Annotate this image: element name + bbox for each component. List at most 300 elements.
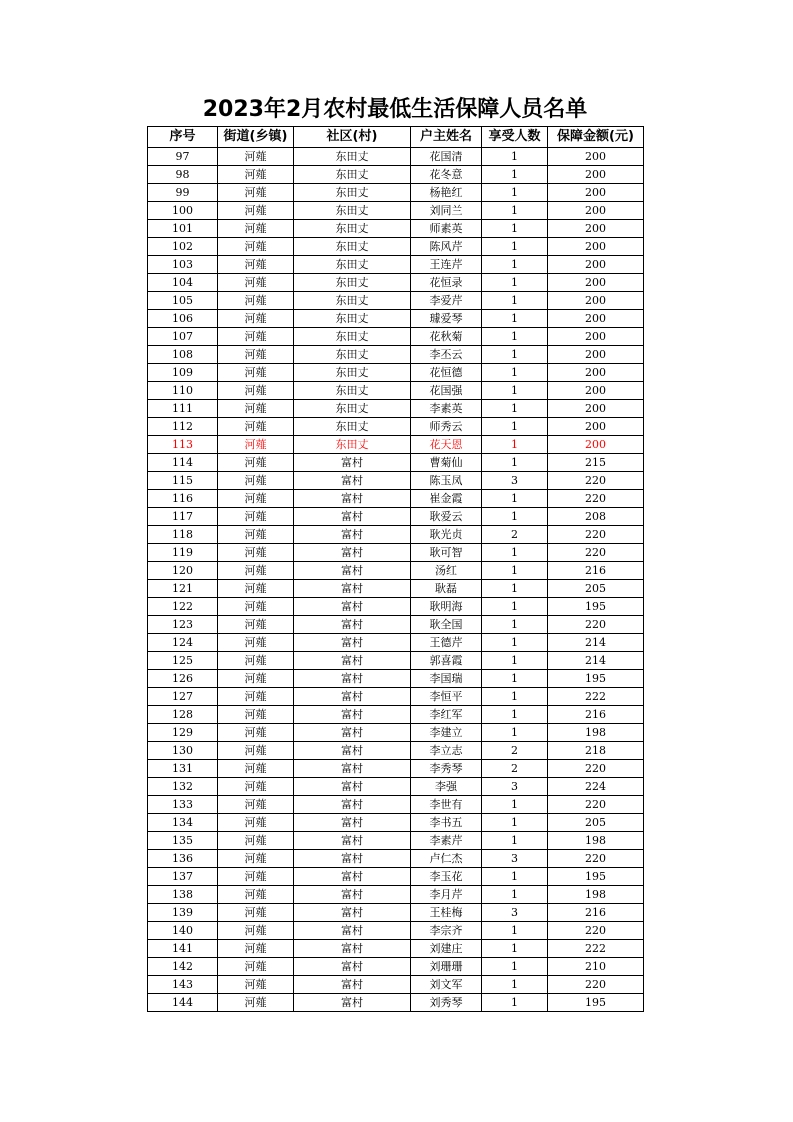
- householder-cell: 耿明海: [411, 598, 482, 616]
- amount-cell: 222: [548, 688, 644, 706]
- page-title: 2023年2月农村最低生活保障人员名单: [202, 97, 588, 122]
- householder-cell: 花恒录: [411, 274, 482, 292]
- community-cell: 东田丈: [294, 328, 411, 346]
- amount-cell: 200: [548, 364, 644, 382]
- householder-cell: 王桂梅: [411, 904, 482, 922]
- table-row: [148, 940, 644, 958]
- householder-cell: 郭喜霞: [411, 652, 482, 670]
- street-cell: 河薤: [218, 850, 294, 868]
- amount-cell: 200: [548, 436, 644, 454]
- table-row: [148, 490, 644, 508]
- street-cell: 河薤: [218, 220, 294, 238]
- householder-cell: 花恒德: [411, 364, 482, 382]
- householder-cell: 刘珊珊: [411, 958, 482, 976]
- street-cell: 河薤: [218, 310, 294, 328]
- street-cell: 河薤: [218, 994, 294, 1012]
- beneficiaries-cell: 1: [482, 328, 548, 346]
- amount-cell: 195: [548, 670, 644, 688]
- beneficiaries-cell: 1: [482, 688, 548, 706]
- header-beneficiaries: 享受人数: [482, 127, 548, 148]
- seq-cell: 126: [148, 670, 218, 688]
- street-cell: 河薤: [218, 508, 294, 526]
- amount-cell: 220: [548, 976, 644, 994]
- street-cell: 河薤: [218, 598, 294, 616]
- table-row: [148, 508, 644, 526]
- table-row: [148, 616, 644, 634]
- community-cell: 东田丈: [294, 400, 411, 418]
- amount-cell: 200: [548, 220, 644, 238]
- householder-cell: 花秋菊: [411, 328, 482, 346]
- seq-cell: 130: [148, 742, 218, 760]
- amount-cell: 216: [548, 904, 644, 922]
- table-row: [148, 346, 644, 364]
- table-row: [148, 598, 644, 616]
- table-row: [148, 724, 644, 742]
- amount-cell: 195: [548, 994, 644, 1012]
- householder-cell: 花天恩: [411, 436, 482, 454]
- beneficiaries-cell: 1: [482, 274, 548, 292]
- householder-cell: 李建立: [411, 724, 482, 742]
- street-cell: 河薤: [218, 616, 294, 634]
- householder-cell: 李强: [411, 778, 482, 796]
- table-row: [148, 760, 644, 778]
- street-cell: 河薤: [218, 544, 294, 562]
- householder-cell: 杨艳红: [411, 184, 482, 202]
- householder-cell: 汤红: [411, 562, 482, 580]
- table-row: [148, 814, 644, 832]
- householder-cell: 崔金霞: [411, 490, 482, 508]
- community-cell: 富村: [294, 724, 411, 742]
- beneficiaries-cell: 1: [482, 454, 548, 472]
- community-cell: 富村: [294, 850, 411, 868]
- beneficiaries-cell: 1: [482, 598, 548, 616]
- street-cell: 河薤: [218, 202, 294, 220]
- street-cell: 河薤: [218, 688, 294, 706]
- amount-cell: 200: [548, 382, 644, 400]
- seq-cell: 131: [148, 760, 218, 778]
- householder-cell: 李国瑞: [411, 670, 482, 688]
- community-cell: 富村: [294, 868, 411, 886]
- householder-cell: 耿磊: [411, 580, 482, 598]
- community-cell: 东田丈: [294, 184, 411, 202]
- community-cell: 富村: [294, 526, 411, 544]
- seq-cell: 123: [148, 616, 218, 634]
- table-row: [148, 526, 644, 544]
- beneficiaries-cell: 1: [482, 580, 548, 598]
- street-cell: 河薤: [218, 328, 294, 346]
- amount-cell: 220: [548, 796, 644, 814]
- amount-cell: 200: [548, 346, 644, 364]
- householder-cell: 陈玉凤: [411, 472, 482, 490]
- community-cell: 富村: [294, 490, 411, 508]
- amount-cell: 200: [548, 166, 644, 184]
- householder-cell: 刘文军: [411, 976, 482, 994]
- community-cell: 东田丈: [294, 382, 411, 400]
- amount-cell: 198: [548, 832, 644, 850]
- amount-cell: 220: [548, 472, 644, 490]
- table-row: [148, 634, 644, 652]
- table-body: [148, 148, 644, 1012]
- seq-cell: 97: [148, 148, 218, 166]
- table-row: [148, 148, 644, 166]
- beneficiaries-cell: 1: [482, 418, 548, 436]
- householder-cell: 耿可智: [411, 544, 482, 562]
- community-cell: 富村: [294, 976, 411, 994]
- householder-cell: 刘建庄: [411, 940, 482, 958]
- street-cell: 河薤: [218, 940, 294, 958]
- beneficiaries-cell: 1: [482, 634, 548, 652]
- street-cell: 河薤: [218, 886, 294, 904]
- header-community: 社区(村): [294, 127, 411, 148]
- seq-cell: 125: [148, 652, 218, 670]
- header-amount: 保障金额(元): [548, 127, 644, 148]
- street-cell: 河薤: [218, 418, 294, 436]
- householder-cell: 耿全国: [411, 616, 482, 634]
- seq-cell: 99: [148, 184, 218, 202]
- amount-cell: 200: [548, 292, 644, 310]
- seq-cell: 135: [148, 832, 218, 850]
- amount-cell: 200: [548, 328, 644, 346]
- beneficiaries-cell: 1: [482, 184, 548, 202]
- table-row: [148, 850, 644, 868]
- street-cell: 河薤: [218, 796, 294, 814]
- householder-cell: 刘同兰: [411, 202, 482, 220]
- community-cell: 富村: [294, 598, 411, 616]
- beneficiaries-cell: 1: [482, 994, 548, 1012]
- street-cell: 河薤: [218, 274, 294, 292]
- beneficiaries-cell: 3: [482, 850, 548, 868]
- amount-cell: 200: [548, 274, 644, 292]
- householder-cell: 李立志: [411, 742, 482, 760]
- table-row: [148, 958, 644, 976]
- table-row: [148, 742, 644, 760]
- street-cell: 河薤: [218, 526, 294, 544]
- householder-cell: 刘秀琴: [411, 994, 482, 1012]
- community-cell: 富村: [294, 742, 411, 760]
- seq-cell: 141: [148, 940, 218, 958]
- seq-cell: 105: [148, 292, 218, 310]
- community-cell: 富村: [294, 544, 411, 562]
- seq-cell: 107: [148, 328, 218, 346]
- amount-cell: 200: [548, 202, 644, 220]
- community-cell: 富村: [294, 832, 411, 850]
- beneficiaries-cell: 1: [482, 706, 548, 724]
- amount-cell: 220: [548, 616, 644, 634]
- householder-cell: 璩爱琴: [411, 310, 482, 328]
- table-row: [148, 292, 644, 310]
- street-cell: 河薤: [218, 382, 294, 400]
- table-row: [148, 670, 644, 688]
- table-row: [148, 454, 644, 472]
- community-cell: 东田丈: [294, 418, 411, 436]
- beneficiaries-cell: 1: [482, 832, 548, 850]
- seq-cell: 109: [148, 364, 218, 382]
- seq-cell: 140: [148, 922, 218, 940]
- street-cell: 河薤: [218, 436, 294, 454]
- table-row: [148, 778, 644, 796]
- beneficiaries-cell: 1: [482, 670, 548, 688]
- community-cell: 富村: [294, 940, 411, 958]
- community-cell: 富村: [294, 706, 411, 724]
- beneficiaries-cell: 1: [482, 562, 548, 580]
- street-cell: 河薤: [218, 922, 294, 940]
- community-cell: 富村: [294, 634, 411, 652]
- table-row: [148, 310, 644, 328]
- amount-cell: 220: [548, 760, 644, 778]
- seq-cell: 100: [148, 202, 218, 220]
- community-cell: 东田丈: [294, 238, 411, 256]
- seq-cell: 139: [148, 904, 218, 922]
- householder-cell: 师秀云: [411, 418, 482, 436]
- street-cell: 河薤: [218, 364, 294, 382]
- beneficiaries-cell: 1: [482, 400, 548, 418]
- beneficiaries-cell: 1: [482, 814, 548, 832]
- householder-cell: 李丕云: [411, 346, 482, 364]
- street-cell: 河薤: [218, 958, 294, 976]
- table-header-row: [148, 127, 644, 148]
- amount-cell: 208: [548, 508, 644, 526]
- table-row: [148, 166, 644, 184]
- community-cell: 东田丈: [294, 292, 411, 310]
- street-cell: 河薤: [218, 976, 294, 994]
- amount-cell: 210: [548, 958, 644, 976]
- community-cell: 富村: [294, 994, 411, 1012]
- table-row: [148, 220, 644, 238]
- community-cell: 富村: [294, 796, 411, 814]
- community-cell: 富村: [294, 616, 411, 634]
- street-cell: 河薤: [218, 652, 294, 670]
- amount-cell: 200: [548, 238, 644, 256]
- beneficiaries-cell: 1: [482, 886, 548, 904]
- table-row: [148, 436, 644, 454]
- seq-cell: 132: [148, 778, 218, 796]
- seq-cell: 144: [148, 994, 218, 1012]
- table-row: [148, 274, 644, 292]
- amount-cell: 216: [548, 706, 644, 724]
- table-row: [148, 382, 644, 400]
- beneficiaries-cell: 1: [482, 238, 548, 256]
- community-cell: 东田丈: [294, 364, 411, 382]
- street-cell: 河薤: [218, 904, 294, 922]
- householder-cell: 李月芹: [411, 886, 482, 904]
- seq-cell: 136: [148, 850, 218, 868]
- beneficiaries-cell: 2: [482, 760, 548, 778]
- householder-cell: 王德芹: [411, 634, 482, 652]
- street-cell: 河薤: [218, 292, 294, 310]
- street-cell: 河薤: [218, 580, 294, 598]
- seq-cell: 128: [148, 706, 218, 724]
- householder-cell: 李宗齐: [411, 922, 482, 940]
- community-cell: 东田丈: [294, 166, 411, 184]
- beneficiaries-cell: 1: [482, 868, 548, 886]
- householder-cell: 李世有: [411, 796, 482, 814]
- amount-cell: 200: [548, 310, 644, 328]
- table-row: [148, 562, 644, 580]
- community-cell: 富村: [294, 760, 411, 778]
- amount-cell: 220: [548, 922, 644, 940]
- amount-cell: 215: [548, 454, 644, 472]
- table-row: [148, 256, 644, 274]
- seq-cell: 118: [148, 526, 218, 544]
- seq-cell: 138: [148, 886, 218, 904]
- community-cell: 富村: [294, 472, 411, 490]
- beneficiaries-cell: 3: [482, 472, 548, 490]
- householder-cell: 李爱芹: [411, 292, 482, 310]
- community-cell: 东田丈: [294, 436, 411, 454]
- householder-cell: 李素英: [411, 400, 482, 418]
- table-row: [148, 238, 644, 256]
- householder-cell: 花国清: [411, 148, 482, 166]
- street-cell: 河薤: [218, 670, 294, 688]
- amount-cell: 200: [548, 184, 644, 202]
- householder-cell: 李素芹: [411, 832, 482, 850]
- street-cell: 河薤: [218, 238, 294, 256]
- seq-cell: 134: [148, 814, 218, 832]
- beneficiaries-cell: 1: [482, 922, 548, 940]
- householder-cell: 卢仁杰: [411, 850, 482, 868]
- seq-cell: 112: [148, 418, 218, 436]
- householder-cell: 李书五: [411, 814, 482, 832]
- seq-cell: 129: [148, 724, 218, 742]
- seq-cell: 121: [148, 580, 218, 598]
- street-cell: 河薤: [218, 742, 294, 760]
- street-cell: 河薤: [218, 562, 294, 580]
- seq-cell: 103: [148, 256, 218, 274]
- beneficiaries-cell: 1: [482, 220, 548, 238]
- amount-cell: 205: [548, 814, 644, 832]
- roster-table: [147, 126, 644, 1012]
- seq-cell: 119: [148, 544, 218, 562]
- seq-cell: 104: [148, 274, 218, 292]
- householder-cell: 耿光贞: [411, 526, 482, 544]
- table-row: [148, 184, 644, 202]
- seq-cell: 120: [148, 562, 218, 580]
- table-row: [148, 328, 644, 346]
- amount-cell: 220: [548, 544, 644, 562]
- beneficiaries-cell: 1: [482, 436, 548, 454]
- seq-cell: 114: [148, 454, 218, 472]
- street-cell: 河薤: [218, 166, 294, 184]
- community-cell: 富村: [294, 778, 411, 796]
- seq-cell: 115: [148, 472, 218, 490]
- table-row: [148, 580, 644, 598]
- community-cell: 富村: [294, 454, 411, 472]
- beneficiaries-cell: 1: [482, 166, 548, 184]
- householder-cell: 曹菊仙: [411, 454, 482, 472]
- community-cell: 富村: [294, 580, 411, 598]
- table-row: [148, 544, 644, 562]
- community-cell: 东田丈: [294, 256, 411, 274]
- community-cell: 东田丈: [294, 346, 411, 364]
- beneficiaries-cell: 1: [482, 490, 548, 508]
- street-cell: 河薤: [218, 184, 294, 202]
- table-row: [148, 904, 644, 922]
- beneficiaries-cell: 1: [482, 364, 548, 382]
- street-cell: 河薤: [218, 400, 294, 418]
- householder-cell: 师素英: [411, 220, 482, 238]
- street-cell: 河薤: [218, 256, 294, 274]
- seq-cell: 117: [148, 508, 218, 526]
- householder-cell: 李恒平: [411, 688, 482, 706]
- seq-cell: 122: [148, 598, 218, 616]
- header-street: 街道(乡镇): [218, 127, 294, 148]
- table-row: [148, 868, 644, 886]
- seq-cell: 137: [148, 868, 218, 886]
- beneficiaries-cell: 1: [482, 976, 548, 994]
- community-cell: 富村: [294, 886, 411, 904]
- amount-cell: 216: [548, 562, 644, 580]
- table-row: [148, 706, 644, 724]
- table-row: [148, 364, 644, 382]
- amount-cell: 220: [548, 526, 644, 544]
- seq-cell: 110: [148, 382, 218, 400]
- street-cell: 河薤: [218, 832, 294, 850]
- amount-cell: 200: [548, 400, 644, 418]
- seq-cell: 127: [148, 688, 218, 706]
- beneficiaries-cell: 1: [482, 940, 548, 958]
- community-cell: 富村: [294, 508, 411, 526]
- table-row: [148, 418, 644, 436]
- householder-cell: 耿爱云: [411, 508, 482, 526]
- seq-cell: 116: [148, 490, 218, 508]
- community-cell: 富村: [294, 652, 411, 670]
- seq-cell: 124: [148, 634, 218, 652]
- header-householder: 户主姓名: [411, 127, 482, 148]
- community-cell: 富村: [294, 904, 411, 922]
- householder-cell: 王连芹: [411, 256, 482, 274]
- amount-cell: 195: [548, 598, 644, 616]
- beneficiaries-cell: 1: [482, 292, 548, 310]
- table-row: [148, 832, 644, 850]
- seq-cell: 108: [148, 346, 218, 364]
- seq-cell: 142: [148, 958, 218, 976]
- community-cell: 东田丈: [294, 148, 411, 166]
- amount-cell: 198: [548, 724, 644, 742]
- street-cell: 河薤: [218, 868, 294, 886]
- amount-cell: 198: [548, 886, 644, 904]
- amount-cell: 200: [548, 256, 644, 274]
- street-cell: 河薤: [218, 148, 294, 166]
- beneficiaries-cell: 3: [482, 778, 548, 796]
- beneficiaries-cell: 1: [482, 382, 548, 400]
- householder-cell: 李红军: [411, 706, 482, 724]
- seq-cell: 98: [148, 166, 218, 184]
- beneficiaries-cell: 1: [482, 508, 548, 526]
- beneficiaries-cell: 1: [482, 148, 548, 166]
- householder-cell: 李玉花: [411, 868, 482, 886]
- seq-cell: 106: [148, 310, 218, 328]
- amount-cell: 218: [548, 742, 644, 760]
- beneficiaries-cell: 1: [482, 544, 548, 562]
- street-cell: 河薤: [218, 724, 294, 742]
- beneficiaries-cell: 1: [482, 958, 548, 976]
- seq-cell: 111: [148, 400, 218, 418]
- table-row: [148, 400, 644, 418]
- table-row: [148, 796, 644, 814]
- community-cell: 富村: [294, 688, 411, 706]
- table-row: [148, 886, 644, 904]
- amount-cell: 220: [548, 490, 644, 508]
- amount-cell: 224: [548, 778, 644, 796]
- beneficiaries-cell: 1: [482, 202, 548, 220]
- table-row: [148, 976, 644, 994]
- amount-cell: 222: [548, 940, 644, 958]
- amount-cell: 214: [548, 652, 644, 670]
- community-cell: 富村: [294, 958, 411, 976]
- community-cell: 东田丈: [294, 274, 411, 292]
- community-cell: 东田丈: [294, 202, 411, 220]
- householder-cell: 李秀琴: [411, 760, 482, 778]
